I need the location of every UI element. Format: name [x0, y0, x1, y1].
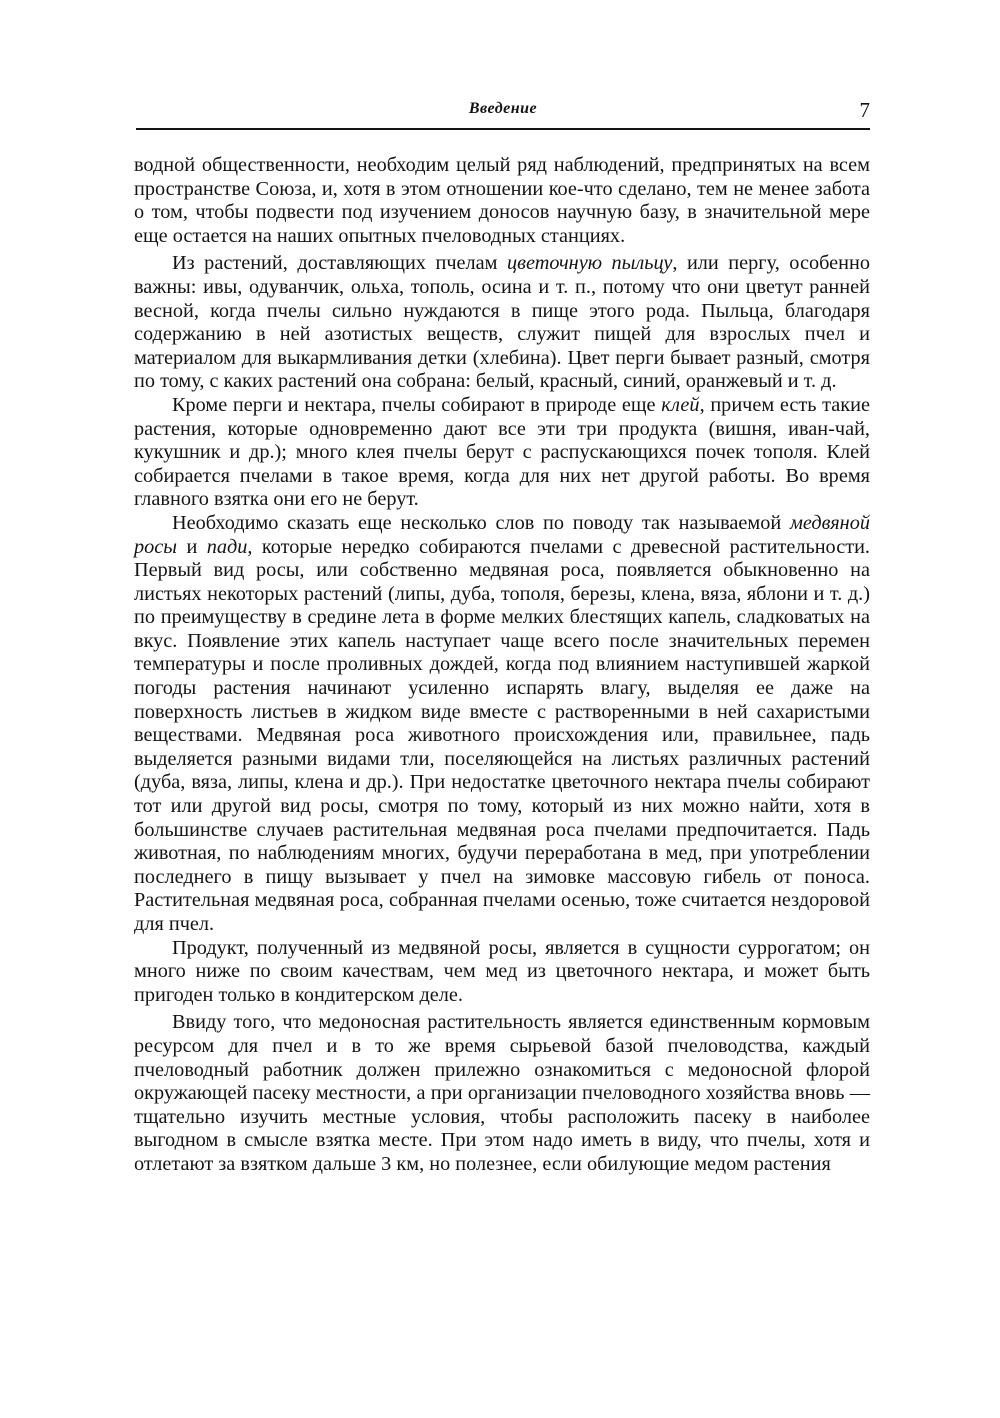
paragraph-text: и	[177, 535, 207, 558]
paragraph	[134, 394, 870, 512]
paragraph-text: , причем есть такие растения, которые одновременно дают все эти три продукта (вишня, иван-чай, кукушник и др.); много клея пчелы берут с распускающихся почек тополя. Клей собирается пчелами в такое время, когда для них нет другой работы. Во время главного взятка они его не берут.	[134, 393, 870, 511]
body-text	[134, 154, 870, 1177]
paragraph: Ввиду того, что медоносная растительность является единственным кормовым ресурсом для пчел и в то же время сырьевой базой пчеловодства, каждый пчеловодный работник должен прилежно ознакомиться с медоносной флорой окружающей пасеку местности, а при организации пчеловодного хозяйства вновь — тщательно изучить местные условия, чтобы расположить пасеку в наиболее выгодном в смысле взятка месте. При этом надо иметь в виду, что пчелы, хотя и отлетают за взятком дальше 3 км, но полезнее, если обилующие медом растения	[134, 1011, 870, 1175]
running-header	[136, 100, 870, 122]
paragraph: Продукт, полученный из медвяной росы, является в сущности суррогатом; он много ниже по своим качествам, чем мед из цветочного нектара, и может быть пригоден только в кондитерском деле.	[134, 936, 870, 1006]
paragraph-text: , которые нередко собираются пчелами с древесной растительности. Первый вид росы, или собственно медвяная роса, появляется обыкновенно на листьях некоторых растений (липы, дуба, тополя, березы, клена, вяза, яблони и т. д.) по преимуществу в средине лета в форме мелких блестящих капель, сладковатых на вкус. Появление этих капель наступает чаще всего после значительных перемен температуры и после проливных дождей, когда под влиянием наступившей жаркой погоды растения начинают усиленно испарять влагу, выделяя ее даже на поверхность листьев в жидком виде вместе с растворенными в ней сахаристыми веществами. Медвяная роса животного происхождения или, правильнее, падь выделяется разными видами тли, поселяющейся на листьях различных растений (дуба, вяза, липы, клена и др.). При недостатке цветочного нектара пчелы собирают тот или другой вид росы, смотря по тому, который из них можно найти, хотя в большинстве случаев растительная медвяная роса пчелами предпочитается. Падь животная, по наблюдениям многих, будучи переработана в мед, при употреблении последнего в пищу вызывает у пчел на зимовке массовую гибель от поноса. Растительная медвяная роса, собранная пчелами осенью, тоже считается нездоровой для пчел.	[134, 535, 870, 935]
running-title: Введение	[468, 100, 538, 117]
paragraph: водной общественности, необходим целый ряд наблюдений, предпринятых на всем пространстве Союза, и, хотя в этом отношении кое-что сделано, тем не менее забота о том, чтобы подвести под изучением доносов научную базу, в значительной мере еще остается на наших опытных пчеловодных станциях.	[134, 154, 870, 247]
paragraph-text: Необходимо сказать еще несколько слов по поводу так называемой	[172, 511, 790, 534]
paragraph-text: Из растений, доставляющих пчелам	[172, 252, 508, 275]
paragraph-text: , или пергу, особенно важны: ивы, одуванчик, ольха, тополь, осина и т. п., потому что они цветут ранней весной, когда пчелы сильно нуждаются в пище этого рода. Пыльца, благодаря содержанию в ней азотистых веществ, служит пищей для взрослых пчел и материалом для выкармливания детки (хлебина). Цвет перги бывает разный, смотря по тому, с каких растений она собрана: белый, красный, синий, оранжевый и т. д.	[134, 252, 870, 393]
emphasis-term: пади	[206, 535, 248, 558]
emphasis-term: медвяной росы	[134, 511, 870, 558]
paragraph-text: Кроме перги и нектара, пчелы собирают в природе еще	[172, 393, 662, 416]
paragraph	[134, 512, 870, 937]
paragraph	[134, 252, 870, 394]
page-number: 7	[859, 98, 870, 122]
header-rule	[136, 128, 870, 130]
emphasis-term: клей	[661, 393, 700, 416]
emphasis-term: цветочную пыльцу	[507, 252, 673, 275]
